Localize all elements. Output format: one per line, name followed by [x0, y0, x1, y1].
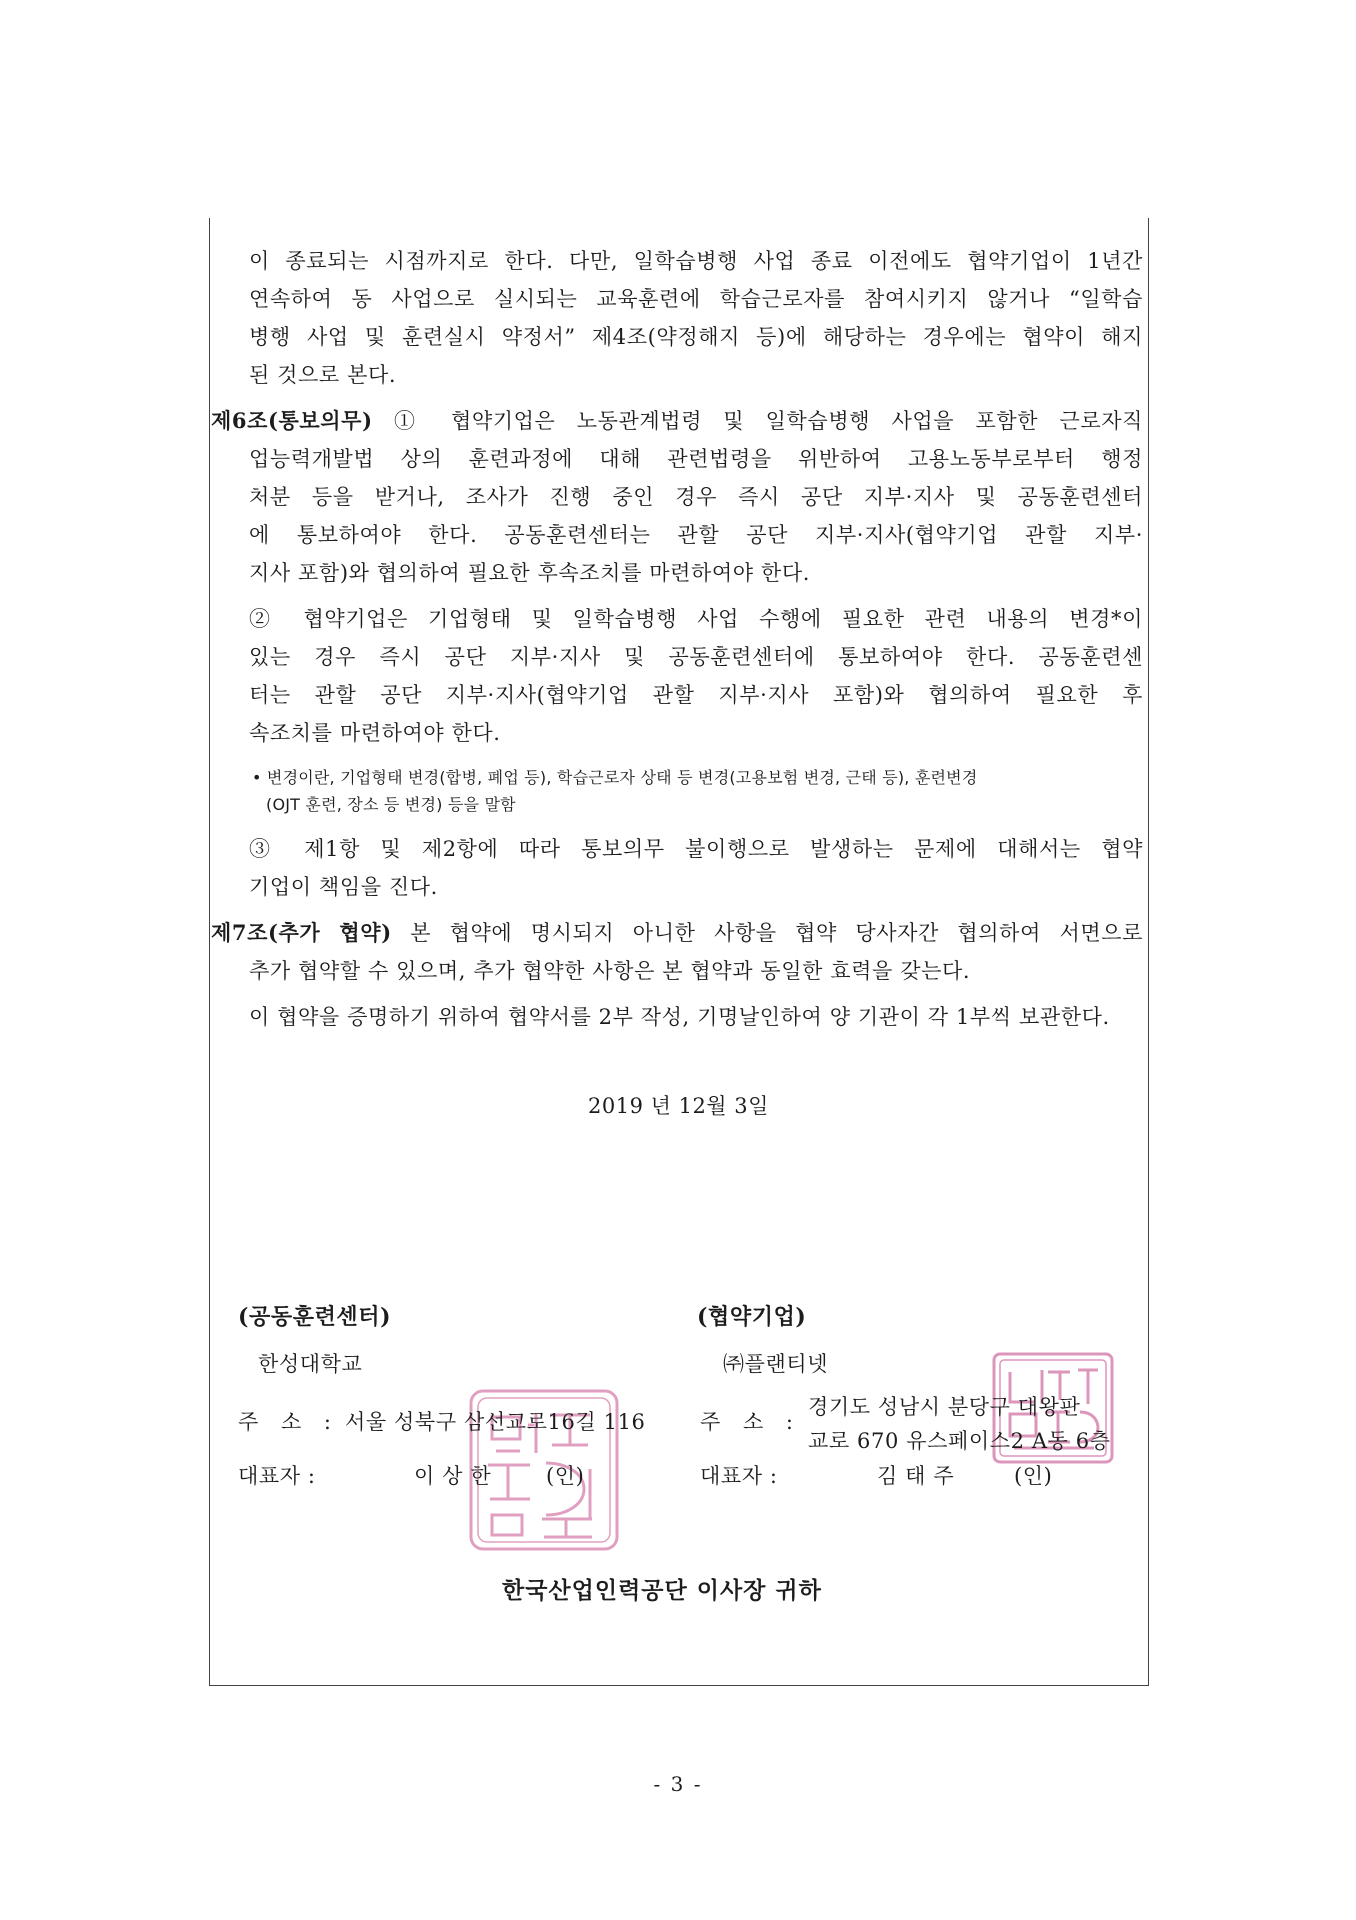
article5-line-1: 이 종료되는 시점까지로 한다. 다만, 일학습병행 사업 종료 이전에도 협약기업이 1년간 — [249, 249, 1143, 273]
right-rep-name: 김 태 주 — [877, 1464, 955, 1488]
right-rep-label: 대표자 : — [700, 1464, 778, 1488]
right-party-heading: (협약기업) — [697, 1304, 807, 1330]
article6-note-line-1: • 변경이란, 기업형태 변경(합병, 폐업 등), 학습근로자 상태 등 변경(고용보험 변경, 근태 등), 훈련변경 — [252, 768, 978, 787]
article6-p2-line-2: 있는 경우 즉시 공단 지부·지사 및 공동훈련센터에 통보하여야 한다. 공동훈련센 — [249, 645, 1143, 669]
article6-p3-line-1: ③ 제1항 및 제2항에 따라 통보의무 불이행으로 발생하는 문제에 대해서는 협약 — [249, 837, 1143, 861]
article7-second-line: 추가 협약할 수 있으며, 추가 협약한 사항은 본 협약과 동일한 효력을 갖는다. — [249, 959, 971, 983]
article6-first-line — [211, 405, 1143, 435]
left-party-name: 한성대학교 — [258, 1352, 363, 1376]
article6-note-line-2: (OJT 훈련, 장소 등 변경) 등을 말함 — [266, 795, 516, 814]
article5-line-2: 연속하여 동 사업으로 실시되는 교육훈련에 학습근로자를 참여시키지 않거나 “일학습 — [249, 287, 1143, 311]
right-address-label: 주 소 : — [700, 1410, 801, 1434]
article6-p1-line-1: 업능력개발법 상의 훈련과정에 대해 관련법령을 위반하여 고용노동부로부터 행정 — [249, 447, 1143, 471]
article6-title: 제6조(통보의무) — [211, 408, 373, 433]
closing-statement: 이 협약을 증명하기 위하여 협약서를 2부 작성, 기명날인하여 양 기관이 각 1부씩 보관한다. — [249, 1005, 1110, 1029]
article6-p2-line-4: 속조치를 마련하여야 한다. — [249, 721, 501, 745]
left-party-heading: (공동훈련센터) — [238, 1304, 392, 1330]
right-address-line-1: 경기도 성남시 분당구 대왕판 — [808, 1395, 1081, 1419]
article7-first: 본 협약에 명시되지 아니한 사항을 협약 당사자간 협의하여 서면으로 — [410, 921, 1143, 945]
left-address: 서울 성북구 삼선교로16길 116 — [345, 1410, 646, 1434]
article6-p1-line-3: 에 통보하여야 한다. 공동훈련센터는 관할 공단 지부·지사(협약기업 관할 지부· — [249, 523, 1143, 547]
article6-p3-line-2: 기업이 책임을 진다. — [249, 875, 438, 899]
article6-p1-line-2: 처분 등을 받거나, 조사가 진행 중인 경우 즉시 공단 지부·지사 및 공동훈련센터 — [249, 485, 1143, 509]
article6-p2-line-1: ② 협약기업은 기업형태 및 일학습병행 사업 수행에 필요한 관련 내용의 변경*이 — [249, 607, 1143, 631]
article6-p2-line-3: 터는 관할 공단 지부·지사(협약기업 관할 지부·지사 포함)와 협의하여 필요한 후 — [249, 683, 1143, 707]
article7-title: 제7조(추가 협약) — [211, 920, 392, 945]
right-party-name: ㈜플랜티넷 — [723, 1352, 829, 1376]
agreement-date: 2019 년 12월 3일 — [588, 1094, 769, 1118]
article5-line-3: 병행 사업 및 훈련실시 약정서” 제4조(약정해지 등)에 해당하는 경우에는 협약이 해지 — [249, 325, 1143, 349]
left-seal-mark: (인) — [546, 1464, 585, 1488]
article5-line-4: 된 것으로 본다. — [249, 363, 397, 387]
article6-p1-first: ① 협약기업은 노동관계법령 및 일학습병행 사업을 포함한 근로자직 — [393, 409, 1143, 433]
addressee: 한국산업인력공단 이사장 귀하 — [502, 1577, 822, 1604]
right-seal-mark: (인) — [1014, 1464, 1053, 1488]
right-address-line-2: 교로 670 유스페이스2 A동 6층 — [808, 1429, 1111, 1453]
page-number: - 3 - — [653, 1772, 703, 1796]
article6-p1-line-4: 지사 포함)와 협의하여 필요한 후속조치를 마련하여야 한다. — [249, 561, 810, 585]
left-rep-label: 대표자 : — [238, 1464, 316, 1488]
article7-first-line — [211, 917, 1143, 947]
left-address-label: 주 소 : — [238, 1410, 339, 1434]
left-rep-name: 이 상 한 — [414, 1464, 492, 1488]
